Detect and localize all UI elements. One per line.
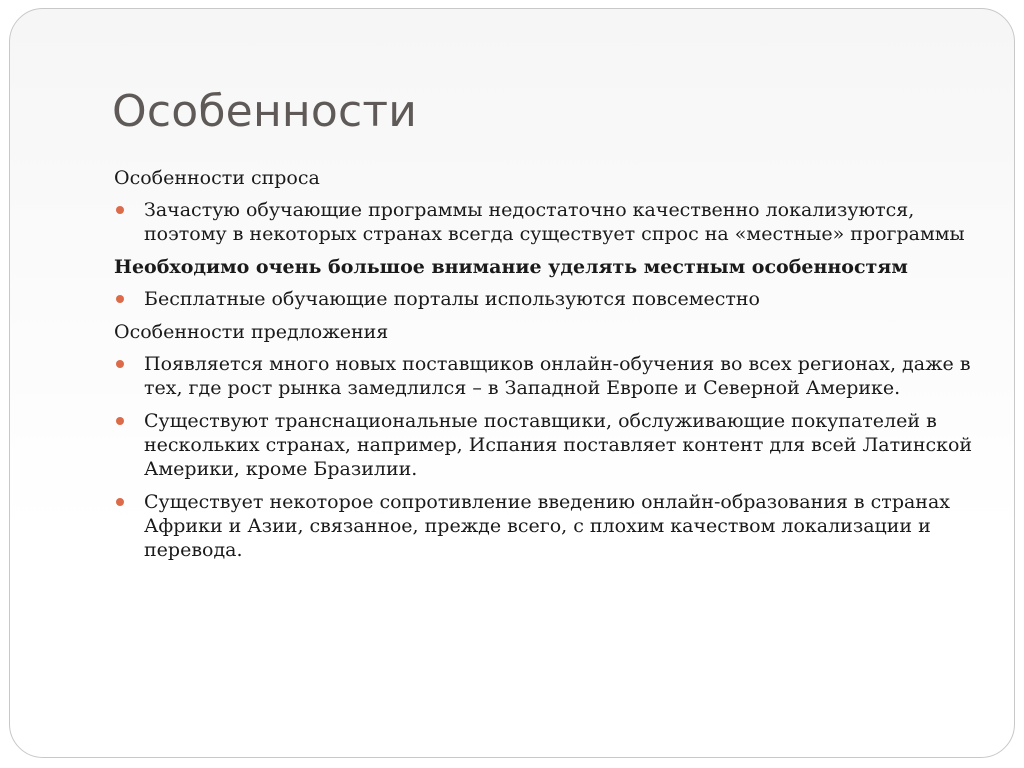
bullet-dot-icon [116, 206, 124, 214]
bullet-dot-icon [116, 360, 124, 368]
local-emphasis-text: Необходимо очень большое внимание уделять местным особенностям [114, 256, 908, 278]
supply-heading: Особенности предложения [114, 321, 389, 343]
bullet-text: Зачастую обучающие программы недостаточно качественно локализуются, поэтому в некоторых странах всегда существует спрос на «местные» программы [144, 199, 965, 245]
bullet-item [114, 490, 974, 562]
bullet-item [114, 409, 974, 481]
bullet-text: Существуют транснациональные поставщики, обслуживающие покупателей в нескольких странах, например, Испания поставляет контент для всей Латинской Америки, кроме Бразилии. [144, 410, 973, 480]
bullet-item [114, 287, 974, 311]
demand-heading: Особенности спроса [114, 167, 320, 189]
bullet-dot-icon [116, 417, 124, 425]
bullet-text: Появляется много новых поставщиков онлайн-обучения во всех регионах, даже в тех, где рост рынка замедлился – в Западной Европе и Северной Америке. [144, 353, 971, 399]
slide-content [114, 166, 974, 571]
bullet-item [114, 198, 974, 246]
bullet-dot-icon [116, 295, 124, 303]
slide-title: Особенности [112, 86, 418, 137]
bullet-item [114, 352, 974, 400]
bullet-text: Бесплатные обучающие порталы используются повсеместно [144, 288, 760, 310]
bullet-text: Существует некоторое сопротивление введению онлайн-образования в странах Африки и Азии, связанное, прежде всего, с плохим качеством локализации и перевода. [144, 491, 951, 561]
bullet-dot-icon [116, 498, 124, 506]
